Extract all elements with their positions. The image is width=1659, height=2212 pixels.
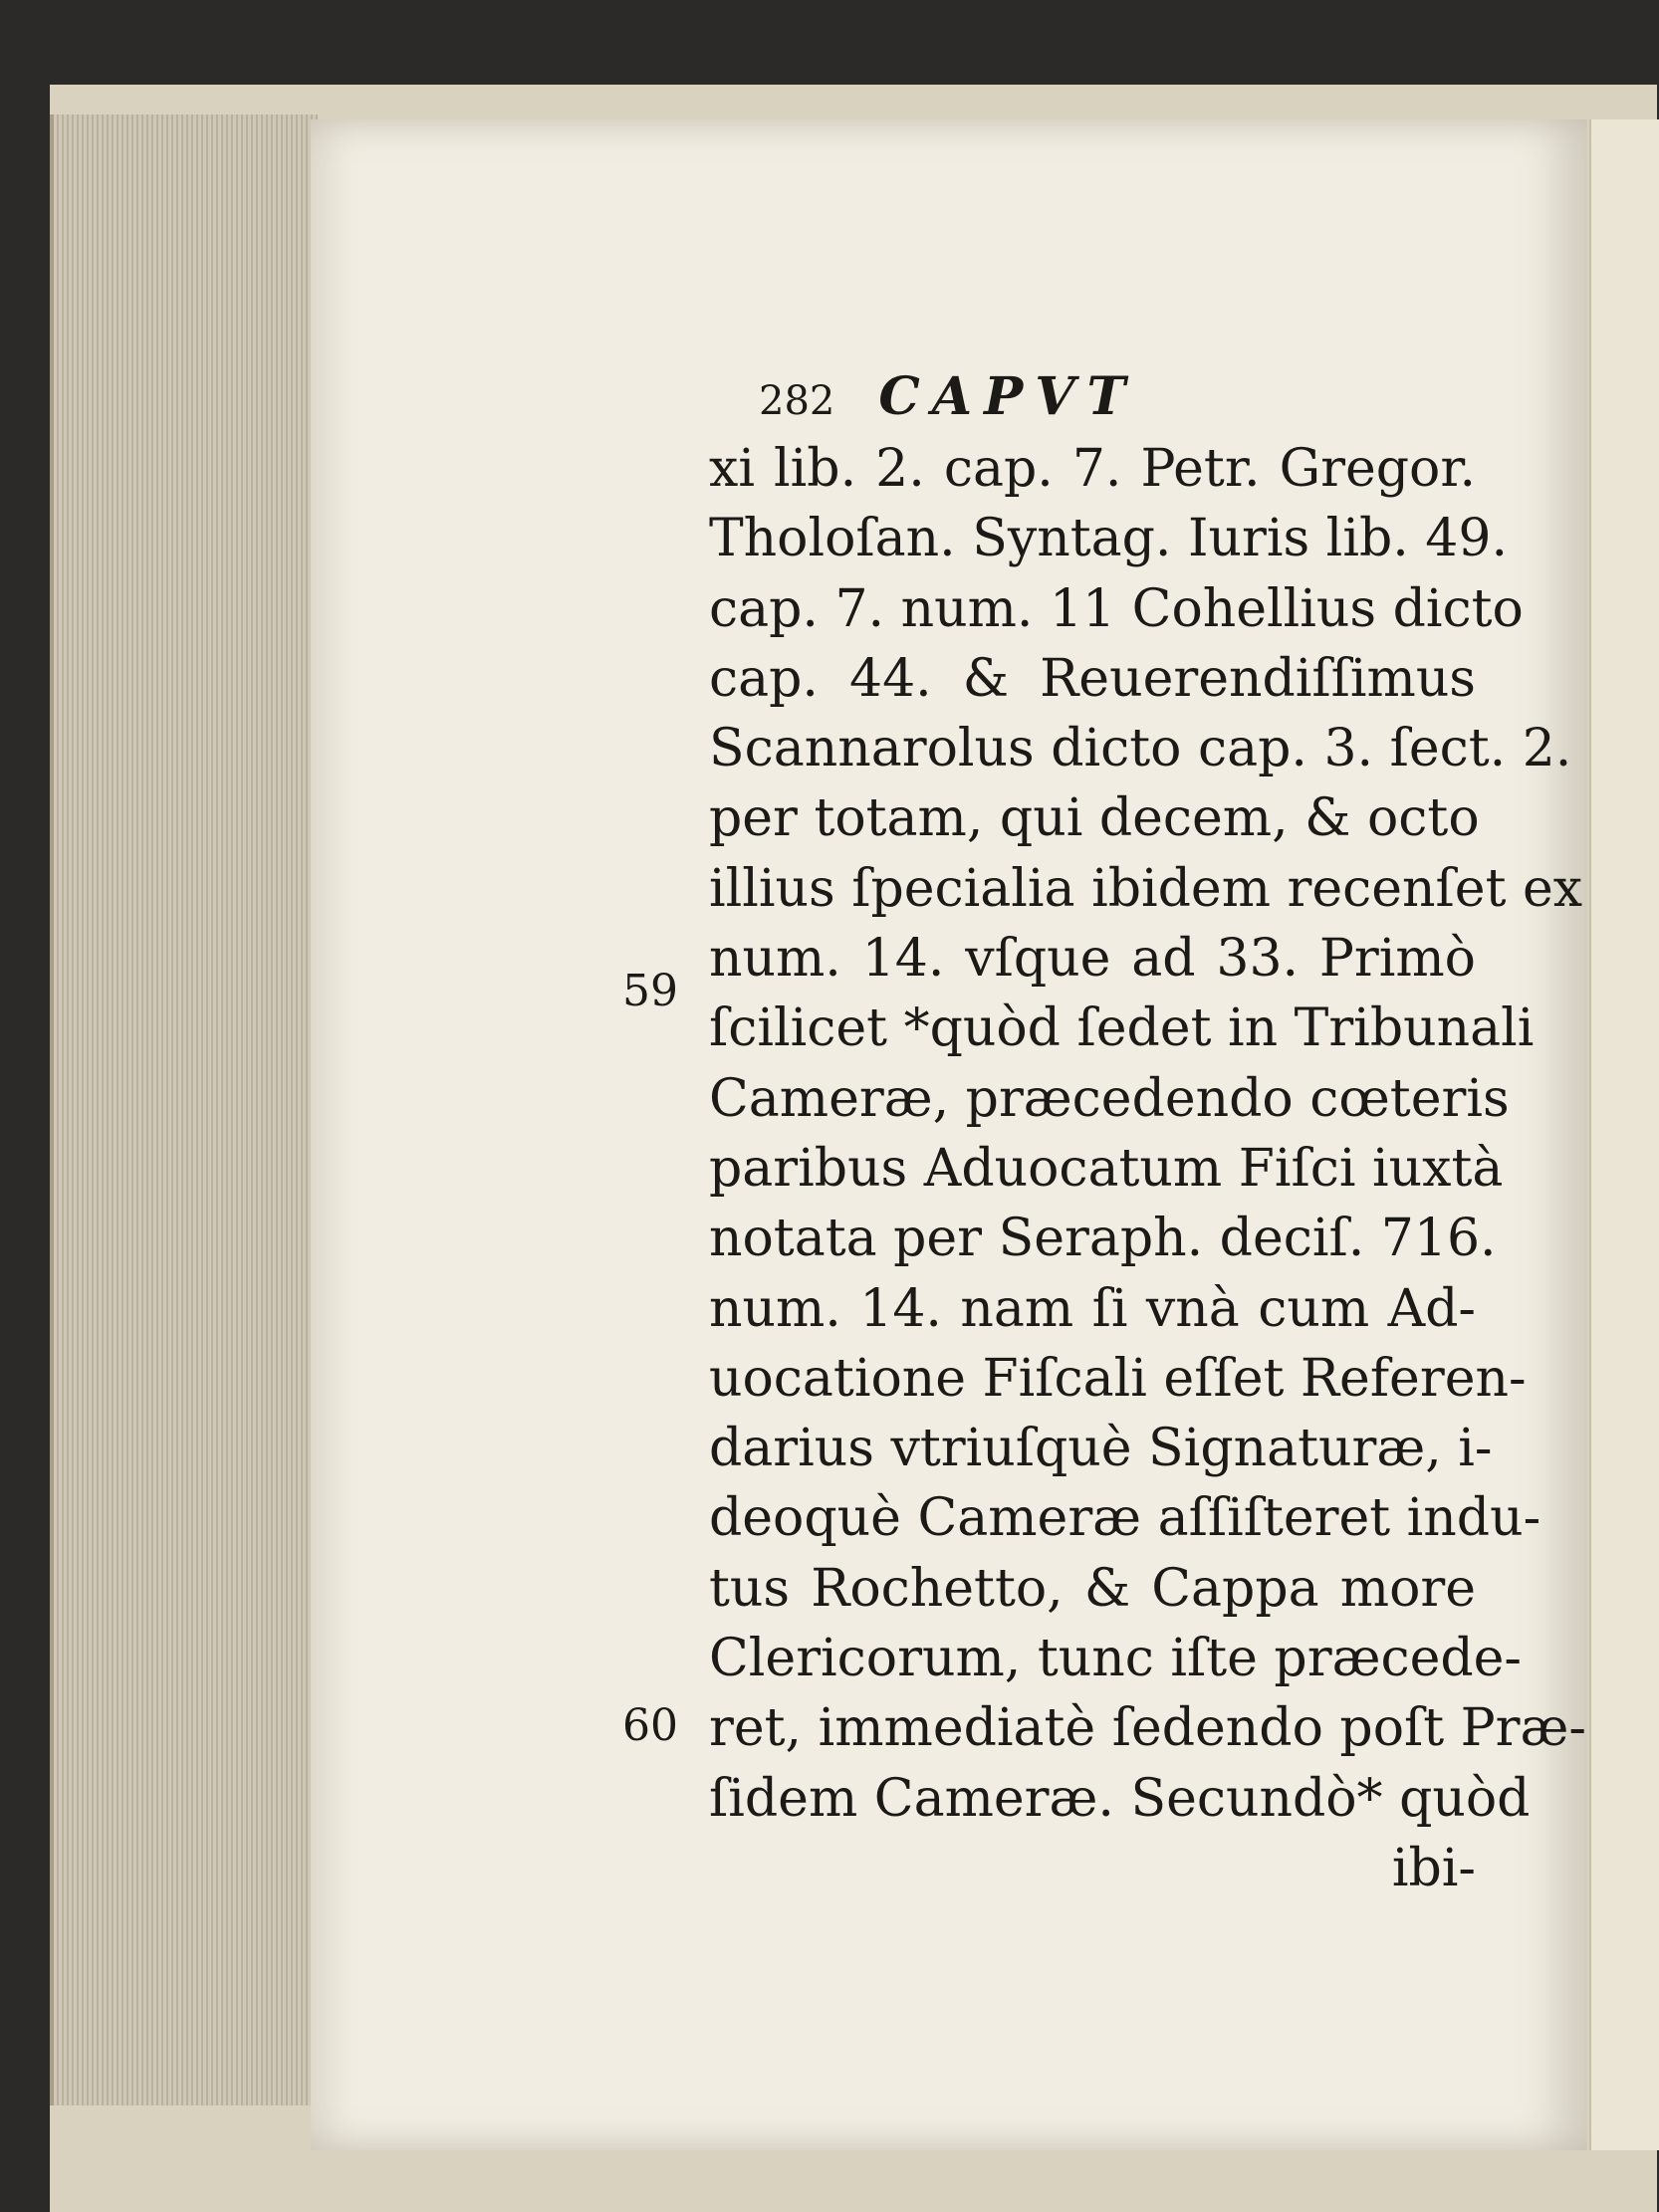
text-line: Tholoſan. Syntag. Iuris lib. 49. xyxy=(709,509,1508,569)
page-header xyxy=(709,366,1476,434)
text-line: deoquè Cameræ aſſiſteret indu- xyxy=(709,1488,1541,1549)
text-line: Scannarolus dicto cap. 3. ſect. 2. xyxy=(709,719,1572,779)
catchword: ibi- xyxy=(1391,1838,1476,1898)
text-line: cap. 7. num. 11 Cohellius dicto xyxy=(709,578,1524,639)
text-line: tus Rochetto, & Cappa more xyxy=(709,1558,1476,1619)
text-line: notata per Seraph. deciſ. 716. xyxy=(709,1209,1497,1269)
text-line: paribus Aduocatum Fiſci iuxtà xyxy=(709,1138,1504,1199)
running-title: CAPVT xyxy=(878,366,1138,427)
text-line: Clericorum, tunc iſte præcede- xyxy=(709,1629,1522,1689)
text-line: num. 14. nam ſi vnà cum Ad- xyxy=(709,1278,1476,1339)
text-line: num. 14. vſque ad 33. Primò xyxy=(709,929,1476,990)
text-line: Cameræ, præcedendo cœteris xyxy=(709,1068,1510,1129)
margin-note: 60 xyxy=(622,1700,678,1751)
text-line: uocatione Fiſcali eſſet Referen- xyxy=(709,1348,1527,1409)
facing-page-edge xyxy=(1589,119,1659,2150)
text-line: cap. 44. & Reuerendiſſimus xyxy=(709,648,1476,709)
page-number: 282 xyxy=(759,378,835,424)
text-line: ſcilicet *quòd ſedet in Tribunali xyxy=(709,998,1535,1059)
text-block xyxy=(709,366,1586,1903)
margin-note: 59 xyxy=(622,966,678,1016)
text-line: illius ſpecialia ibidem recenſet ex xyxy=(709,858,1583,919)
page-edges xyxy=(50,114,318,2105)
text-line: xi lib. 2. cap. 7. Petr. Gregor. xyxy=(709,439,1476,499)
text-line: darius vtriuſquè Signaturæ, i- xyxy=(709,1419,1493,1479)
text-line: ſidem Cameræ. Secundò* quòd xyxy=(709,1768,1531,1829)
text-line: per totam, qui decem, & octo xyxy=(709,788,1480,849)
text-line: ret, immediatè ſedendo poſt Præ- xyxy=(709,1698,1586,1759)
